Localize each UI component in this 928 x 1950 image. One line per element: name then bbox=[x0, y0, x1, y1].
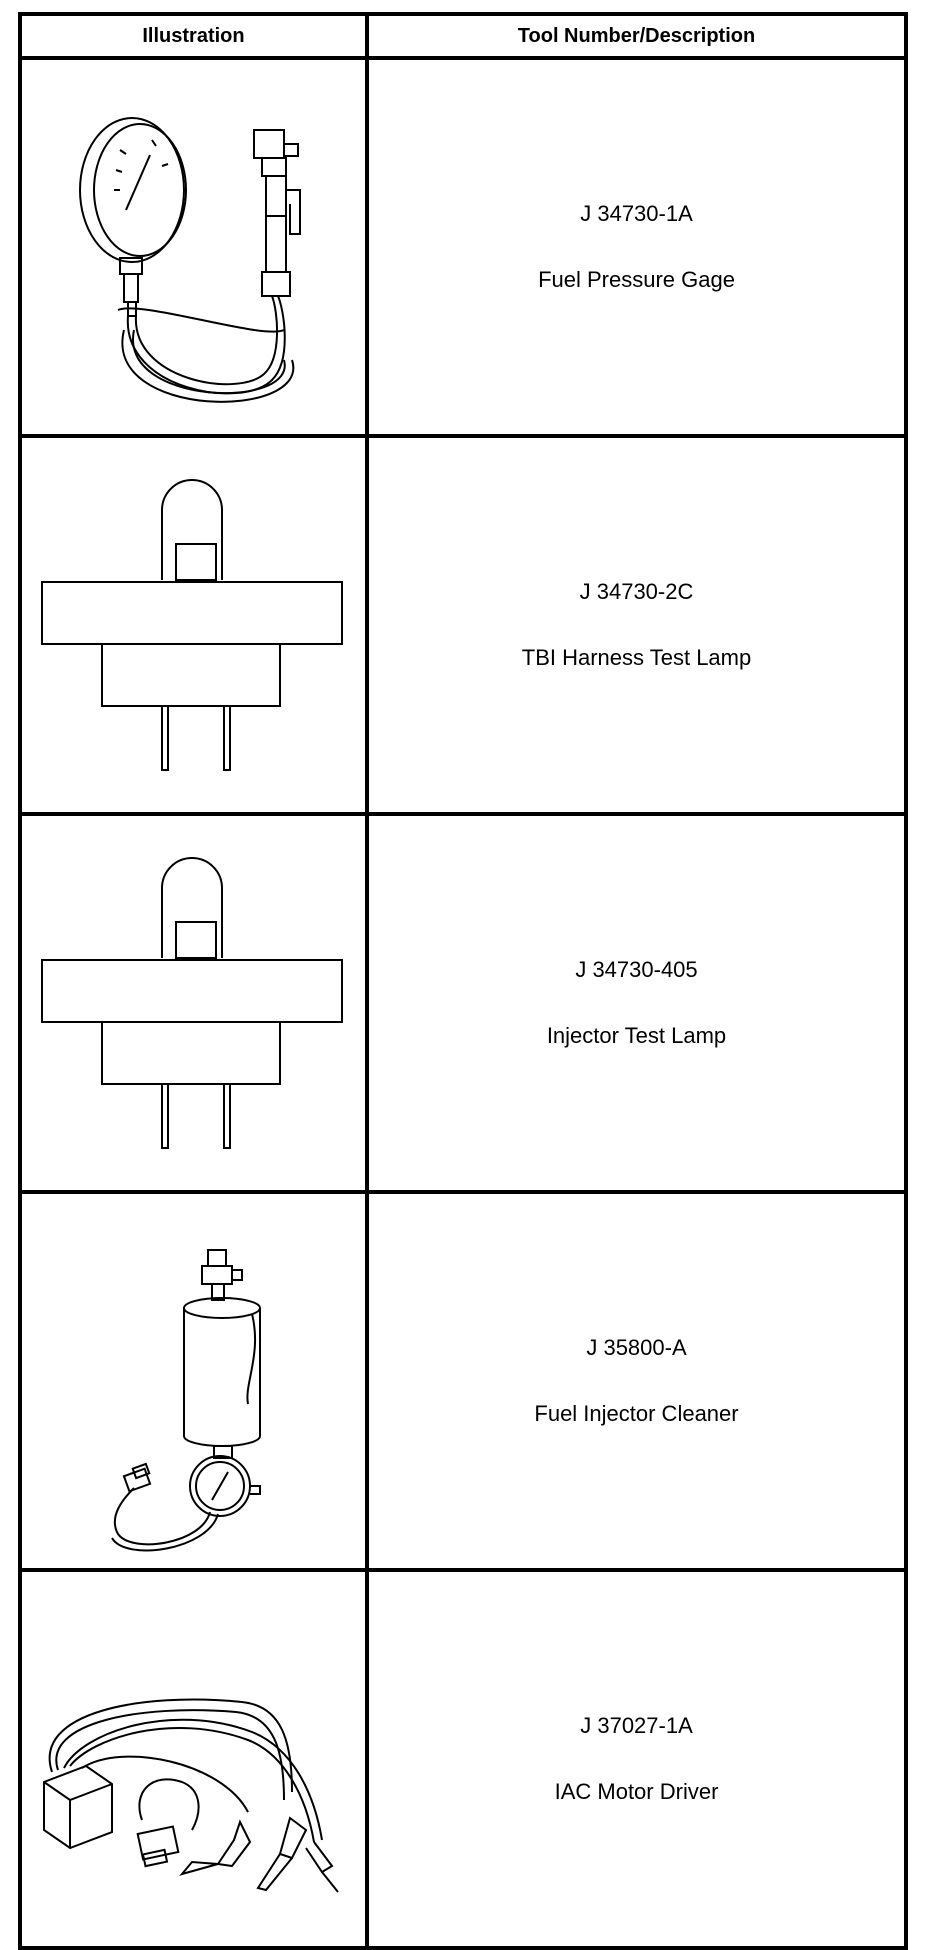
table-row bbox=[20, 1192, 906, 1570]
tool-number: J 35800-A bbox=[586, 1334, 687, 1360]
fuel-injector-cleaner-illustration bbox=[22, 1194, 361, 1568]
tool-number: J 34730-1A bbox=[580, 200, 693, 226]
table-row bbox=[20, 436, 906, 814]
fuel-pressure-gage-illustration bbox=[22, 60, 361, 434]
tool-number: J 34730-2C bbox=[579, 578, 694, 604]
tool-description: Fuel Pressure Gage bbox=[538, 267, 735, 292]
tool-description-cell bbox=[367, 58, 906, 436]
tool-description: TBI Harness Test Lamp bbox=[521, 645, 752, 670]
iac-motor-driver-illustration bbox=[22, 1572, 361, 1946]
tool-number: J 34730-405 bbox=[575, 956, 698, 982]
tool-description-cell bbox=[367, 436, 906, 814]
tool-number: J 37027-1A bbox=[580, 1712, 693, 1738]
illustration-cell bbox=[20, 58, 367, 436]
tool-description-cell bbox=[367, 1570, 906, 1948]
tool-description-cell bbox=[367, 1192, 906, 1570]
table-row bbox=[20, 814, 906, 1192]
tools-table bbox=[18, 12, 908, 1950]
illustration-cell bbox=[20, 1570, 367, 1948]
tool-description: IAC Motor Driver bbox=[554, 1779, 719, 1804]
injector-test-lamp-illustration bbox=[22, 816, 361, 1190]
table-row bbox=[20, 1570, 906, 1948]
header-tool-number-description: Tool Number/Description bbox=[367, 14, 906, 58]
header-row bbox=[20, 14, 906, 58]
header-illustration: Illustration bbox=[20, 14, 367, 58]
illustration-cell bbox=[20, 1192, 367, 1570]
illustration-cell bbox=[20, 814, 367, 1192]
tbi-harness-test-lamp-illustration bbox=[22, 438, 361, 812]
tool-description: Injector Test Lamp bbox=[546, 1023, 727, 1048]
table-row bbox=[20, 58, 906, 436]
tool-description-cell bbox=[367, 814, 906, 1192]
tool-description: Fuel Injector Cleaner bbox=[534, 1401, 739, 1426]
illustration-cell bbox=[20, 436, 367, 814]
